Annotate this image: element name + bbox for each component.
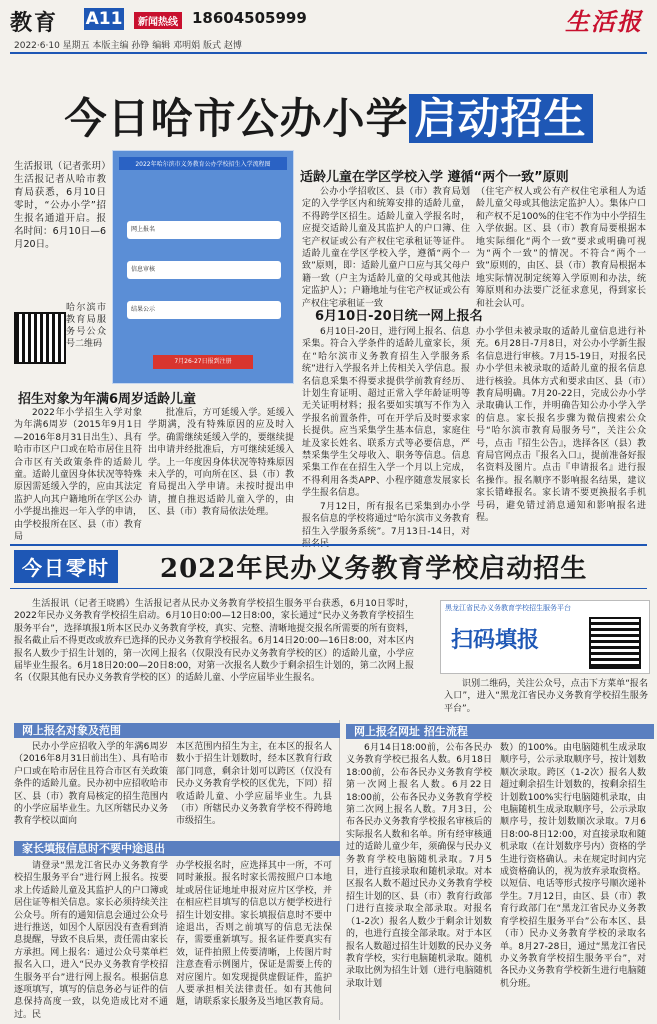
section-title: 教育 xyxy=(10,10,59,36)
scan-box-heading: 扫码填报 xyxy=(451,628,540,653)
subheading-eligibility: 招生对象为年满6周岁适龄儿童 xyxy=(18,392,197,407)
section-bar-process: 网上报名网址 招生流程 xyxy=(346,724,654,739)
paragraph: 6月10日-20日，进行网上报名、信息采集。符合入学条件的适龄儿童家长，须在“哈尔滨市义务教育招生入学服务系统”进行入学报名并上传相关入学信息。报名信息采集不得要求提供学前教育经历、计划生育证明、超过正常入学年龄证明等无关证明材料；报名要如实填写不作为入学报名前置条件，可在开学后及时要求家长提供。应当采集学生基本信息，家庭住址及家长姓名、联系方式等必要信息，严禁采集学生父母收入、职务等信息。信息采集工作在在招生入学一个月以上完成，不得利用各类APP、小程序随意发展家长学生报名信息。 xyxy=(302,327,470,499)
article-column xyxy=(14,407,142,544)
poster-step: 信息审核 xyxy=(127,261,281,279)
qr-caption: 哈尔滨市教育局服务号公众号二维码 xyxy=(66,303,106,349)
poster-footer: 7月26-27日报到注册 xyxy=(153,355,253,369)
scan-to-register-box xyxy=(440,600,650,674)
scan-caption xyxy=(444,678,648,716)
poster-step: 网上报名 xyxy=(127,221,281,239)
subheading-registration: 6月10日-20日统一网上报名 xyxy=(315,309,483,324)
paragraph: 办小学但未被录取的适龄儿童信息进行补充。6月28日-7月8日，对公办小学新生报名信息进行审核。7月15-19日，对报名民办小学但未被录取的适龄儿童的报名信息进行核验。具体方式和要求由区、县（市）教育局明确。7月20-22日，完成公办小学录取确认工作，并明确告知公办小学入学的信息。家长报名步骤为微信搜索公众号“哈尔滨市教育局服务号”，关注公众号，点击『招生公告』，选择各区（县）教育局官网点击『报名入口』，提前准备好报名资料及图片。点击『申请报名』进行报名操作。报名顺序不影响报名结果，建议家长错峰报名。家长请不要更换报名手机号码，避免错过消息通知和影响报名进程。 xyxy=(476,327,646,524)
enrollment-flowchart-image xyxy=(112,150,294,384)
story2-tag: 今日零时 xyxy=(14,550,118,583)
paragraph: 公办小学招收区、县（市）教育局划定的入学学区内和统筹安排的适龄儿童，不得跨学区招生。适龄儿童入学报名时，应提交适龄儿童及其监护人的户口簿、住宅产权证或公有产权住宅承租证等证件。适龄儿童在学区学校入学，遵循“两个一致”原则，即：适龄儿童户口应与其父母户籍一致（户主为适龄儿童的父母或其他法定监护人）；户籍地址与住宅产权证或公有产权住宅承租证一致 xyxy=(302,187,470,309)
paragraph: 7月12日，所有报名已采集到办小学报名信息的学校将通过“哈尔滨市义务教育招生入学服务系统”。7月13日-14日，对报名民 xyxy=(302,501,470,549)
newspaper-logo: 生活报 xyxy=(565,7,643,36)
paragraph: 本区范围内招生为主，在本区的报名人数小于招生计划数时，经本区教育行政部门同意，剩余计划可以跨区（仅没有民办义务教育学校的区优先，下同）招收适龄儿童、小学应届毕业生。九县（市）所辖民办义务教育学校不得跨地市级招生。 xyxy=(176,742,332,827)
subheading-principle: 适龄儿童在学区学校入学 遵循“两个一致”原则 xyxy=(300,170,569,185)
article-column xyxy=(176,860,332,1010)
paragraph: 民办小学应招收入学的年满6周岁（2016年8月31日前出生）、具有哈市户口或在哈市居住且符合市区有关政策条件的适龄儿童。民办初中应招收哈市区、县（市）教育局核定的招生范围内的小学应届毕业生。九区所辖民办义务教育学校以面向 xyxy=(14,742,168,827)
paragraph: 2022年小学招生入学对象为年满6周岁（2015年9月1日—2016年8月31日出生）、具有哈市市区户口或在哈市居住且符合市区有关政策条件的适龄儿童。适龄儿童因身体状况等特殊原因需延缓入学的，应由其法定监护人向其户籍地所在学区公办小学提出推迟一年入学的申请，由学校报所在区、县（市）教育局 xyxy=(14,408,142,543)
header-rule xyxy=(10,52,647,54)
paragraph: 6月14日18:00前，公布各民办义务教育学校已报名人数。6月18日18:00前，公布各民办义务教育学校第一次网上报名人数。6月22日18:00前，公布各民办义务教育学校第二次网上报名人数。7月3日，公布各民办义务教育学校报名审核后的实际报名人数和名单。所有经审核通过的适龄儿童少年，须确保与民办义务教育学校电脑随机录取。7月5日，进行直接录取和随机录取。对本区报名人数不超过民办义务教育学校招生计划的区、县（市）教育行政部门进行直接录取全部录取。对报名（1-2次）报名人数少于剩余计划数的，也进行直接全部录取。对于本区报名人数超过招生计划数的民办义务教育学校，实行电脑随机录取。随机录取比例为招生计划（进行电脑随机录取计划 xyxy=(346,743,492,989)
hotline-label: 新闻热线 xyxy=(134,12,182,29)
headline-main: 今日哈市公办小学 xyxy=(64,94,409,143)
paragraph: 办学校报名时，应选择其中一所，不可同时兼报。报名时家长需按照户口本地址或居住证地址申报对应片区学校，并在相应栏目填写的信息以方便学校进行招生计划安排。家长填报信息时不要中途退出，否则之前填写的信息无法保存，需要重新填写。报名证件要真实有效，证件拍照上传要清晰，上传图片时注意查看示例图片，保证是需要上传的对应图片。如发现提供虚假证件，监护人要承担相关法律责任。如有其他问题，请联系家长服务及当地区教育局。 xyxy=(176,861,332,1008)
paragraph: 数）的100%。由电脑随机生成录取顺序号，公示录取顺序号，按计划数顺次录取。跨区（1-2次）报名人数超过剩余招生计划数的，按剩余招生计划数100%实行电脑随机录取，由电脑随机生成录取顺序号，公示录取顺序号，按计划数顺次录取。7月6日8:00-8日12:00，对直接录取和随机录取（在计划数序号内）资格的学生进行资格确认。未在规定时间内完成资格确认的，视为放弃录取资格。以短信、电话等形式按序号顺次递补学生。7月12日，由区、县（市）教育行政部门在“黑龙江省民办义务教育学校招生服务平台”公布本区、县（市）民办义务教育学校的录取名单。8月27-28日，通过“黑龙江省民办义务教育学校招生服务平台”，对各民办义务教育学校新生进行电脑随机分班。 xyxy=(500,743,646,989)
poster-title: 2022年哈尔滨市义务教育公办学校招生入学流程图 xyxy=(119,157,287,170)
page-number: A11 xyxy=(85,9,123,29)
qr-code-icon xyxy=(589,617,641,669)
article-column xyxy=(14,741,168,829)
article-column xyxy=(476,326,646,526)
paragraph: 批准后，方可延缓入学。延缓入学期满，没有特殊原因的应及时入学。确需继续延缓入学的，要继续提出申请并经批准后，方可继续延缓入学。上一年度因身体状况等特殊原因未入学的，可向所在区、县（市）教育局提出入学申请。未按时提出申请，擅自推迟适龄儿童入学的，由区、县（市）教育局依法处理。 xyxy=(148,408,294,518)
article-column xyxy=(302,186,470,311)
qr-code-icon xyxy=(14,312,66,364)
paragraph: （住宅产权人或公有产权住宅承租人为适龄儿童父母或其他法定监护人）。集体户口和产权不足100%的住宅不作为中小学招生入学依据。区、县（市）教育局要根据本地实际细化“两个一致”要求或明确可视为“两个一致”的情况。不符合“两个一致”原则的，由区、县（市）教育局根据本地实际情况制定统筹入学原则和办法，统筹原则和办法要广泛征求意见，得到家长和社会认可。 xyxy=(476,187,646,309)
article-column xyxy=(476,186,646,311)
story2-headline: 2022年民办义务教育学校启动招生 xyxy=(160,554,588,584)
headline-accent: 启动招生 xyxy=(409,94,593,143)
hotline-number: 18604505999 xyxy=(192,9,307,27)
section-bar-notice: 家长填报信息时不要中途退出 xyxy=(14,841,340,856)
paragraph: 识别二维码，关注公众号，点击下方菜单“报名入口”，进入“黑龙江省民办义务教育学校招生服务平台”。 xyxy=(444,679,648,714)
article-column xyxy=(14,860,168,1022)
article-column xyxy=(148,407,294,520)
section-bar-eligibility: 网上报名对象及范围 xyxy=(14,723,340,738)
lead-paragraph: 生活报讯（记者张玥）生活报记者从哈市教育局获悉，6月10日零时，“公办小学”招生报名通道开启。报名时间：6月10日—6月20日。 xyxy=(14,161,106,250)
poster-step: 结果公示 xyxy=(127,301,281,319)
column-divider xyxy=(339,720,340,1020)
main-headline xyxy=(0,86,657,146)
article-column xyxy=(500,742,646,991)
article-column xyxy=(302,326,470,551)
scan-box-title: 黑龙江省民办义务教育学校招生服务平台 xyxy=(445,604,571,612)
article-column xyxy=(346,742,492,991)
paragraph: 请登录“黑龙江省民办义务教育学校招生服务平台”进行网上报名。按要求上传适龄儿童及其监护人的户口簿或居住证等相关信息。家长必须持续关注公众号。所有的通知信息会通过公众号进行推送，如因个人原因没有查看到消息提醒，导致不良后果，责任需由家长方承担。网上报名：通过公众号菜单栏报名入口，进入“民办义务教育学校招生服务平台”进行网上报名。根据信息逐项填写，填写的信息务必与证件的信息保持高度一致，以免造成比对不通过。民 xyxy=(14,861,168,1020)
story2-lead xyxy=(14,598,414,686)
article-column xyxy=(176,741,332,829)
issue-meta: 2022·6·10 星期五 本版主编 孙铮 编辑 邓明娟 版式 赵博 xyxy=(14,41,242,51)
paragraph: 生活报讯（记者王晓鸥）生活报记者从民办义务教育学校招生服务平台获悉，6月10日零时，2022年民办义务教育学校招生启动。6月10日0:00—12日8:00，家长通过“民办义务教育学校招生服务平台”，选择填报1所本区民办义务教育学校，真实、完整、清晰地提交报名所需要的所有资料，报名截止后不得更改或放弃已选择的民办义务教育学校报名。6月14日20:00—16日8:00，对本区内报名人数少于招生计划的，第一次网上报名（仅限没有民办义务教育学校的区）的适龄儿童，小学应届毕业生报名。6月18日20:00—20日8:00，对第一次报名人数少于剩余招生计划的，第二次网上报名（仅限其他有民办义务教育学校的区）的适龄儿童、小学应届毕业生报名。 xyxy=(14,599,414,684)
